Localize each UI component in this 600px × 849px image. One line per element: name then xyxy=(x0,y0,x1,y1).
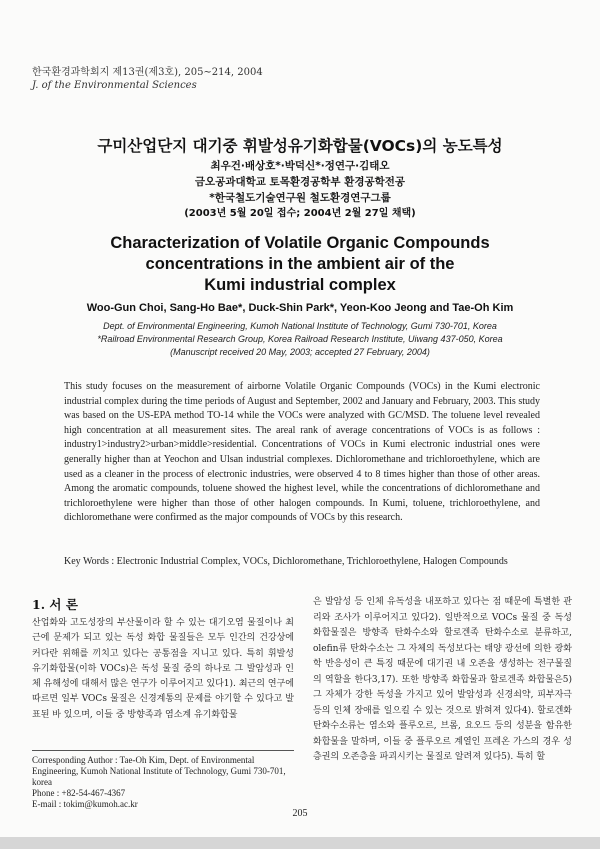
title-korean: 구미산업단지 대기중 휘발성유기화합물(VOCs)의 농도특성 xyxy=(97,137,503,155)
affiliations-english xyxy=(0,320,600,359)
left-column xyxy=(32,595,294,723)
authors-english: Woo-Gun Choi, Sang-Ho Bae*, Duck-Shin Park*, Yeon-Koo Jeong and Tae-Oh Kim xyxy=(86,302,514,314)
right-column xyxy=(313,595,572,766)
corresponding-author: Corresponding Author : Tae-Oh Kim, Dept. of Environmental Engineering, Kumoh National Institute of Technology, Gumi 730-701, korea xyxy=(32,755,286,787)
authors-korean-block xyxy=(0,158,600,222)
section-heading-introduction: 1. 서 론 xyxy=(32,597,78,612)
dates-korean: (2003년 5월 20일 접수; 2004년 2월 27일 채택) xyxy=(184,208,416,219)
title-english-line-2: concentrations in the ambient air of the xyxy=(145,255,455,273)
journal-header xyxy=(32,66,263,92)
journal-citation-korean: 한국환경과학회지 제13권(제3호), 205∼214, 2004 xyxy=(32,67,263,78)
page-number: 205 xyxy=(292,808,308,819)
introduction-text-right: 은 발암성 등 인체 유독성을 내포하고 있다는 점 때문에 특별한 관리와 조사가 이루어지고 있다2). 일반적으로 VOCs 물질 중 독성화합물질은 방향족 탄화수소와 할로겐족 탄화수소로 분류하고, olefin류 탄화수소는 그 자체의 독성보다는 태양 광선에 의한 광화학 반응성이 큰 특징 때문에 대기권 내 오존을 생성하는 전구물질의 역할을 한다3,17). 또한 방향족 화합물과 할로겐족 화합물은5) 그 자체가 강한 독성을 가지고 있어 발암성과 신경쇠약, 피부자극 등의 인체 장애를 일으킬 수 있는 것으로 밝혀져 있다4). 할로겐화 탄화수소류는 염소와 플루오르, 브롬, 요오드 등의 성분을 함유한 화합물을 말하며, 이들 중 플루오르 계열인 프레온 가스의 경우 성층권의 오존층을 파괴시키는 물질로 알려져 있다5). 특히 할 xyxy=(313,597,572,762)
title-english-line-3: Kumi industrial complex xyxy=(204,276,396,294)
affiliation-korean-1: 금오공과대학교 토목환경공학부 환경공학전공 xyxy=(194,176,406,188)
keywords: Key Words : Electronic Industrial Complex, VOCs, Dichloromethane, Trichloroethylene, Halogen Compounds xyxy=(64,556,508,567)
affiliation-english-1: Dept. of Environmental Engineering, Kumoh National Institute of Technology, Gumi 730-701, Korea xyxy=(103,321,497,331)
abstract: This study focuses on the measurement of airborne Volatile Organic Compounds (VOCs) in the Kumi electronic industrial complex during the time periods of August and September, 2002 and January and February, 2003. This study was based on the US-EPA method TO-14 while the VOCs were analyzed with GC/MSD. The toluene level revealed high concentration at all measurement sites. The areal rank of average concentrations of VOCs is as follows : industry1>industry2>urban>middle>residential. Concentrations of VOCs in Kumi electronic industrial ones were generally higher than at Yeochon and Ulsan industrial complexes. Dichloromethane and trichloroethylene, which are used as a cleaner in the process of electronic industries, were observed 4 to 8 times higher than those of other areas. Among the aromatic compounds, toluene showed the highest level, while the concentrations of dichloromethane and trichloroethylene were higher than those of other halogen compounds. In Kumi, toluene, trichloroethylene, and dichloromethane were confirmed as the major compounds of VOCs by this research. xyxy=(64,381,540,524)
journal-name-english: J. of the Environmental Sciences xyxy=(32,80,197,91)
title-english xyxy=(0,233,600,296)
authors-korean: 최우건·배상호*·박덕신*·정연구·김태오 xyxy=(210,160,390,172)
scan-bottom-edge xyxy=(0,837,600,849)
affiliation-english-2: *Railroad Environmental Research Group, Korea Railroad Research Institute, Uiwang 437-050, Korea xyxy=(97,334,503,344)
title-english-line-1: Characterization of Volatile Organic Compounds xyxy=(110,234,490,252)
affiliation-korean-2: *한국철도기술연구원 철도환경연구그룹 xyxy=(209,192,391,204)
introduction-text-left: 산업화와 고도성장의 부산물이라 할 수 있는 대기오염 물질이나 최근에 문제가 되고 있는 독성 화합 물질들은 모두 인간의 건강상에 커다란 위해를 끼치고 있다는 공통점을 지니고 있다. 특히 휘발성 유기화합물(이하 VOCs)은 독성 물질 중의 하나로 그 발암성과 인체 유해성에 대해서 많은 연구가 이루어지고 있다1). 최근의 연구에 따르면 일부 VOCs 물질은 신경계통의 문제를 야기할 수 있다고 발표된 바 있으며, 이들 중 방향족과 염소계 유기화합물 xyxy=(32,618,294,720)
author-phone: Phone : +82-54-467-4367 xyxy=(32,788,126,798)
author-email: E-mail : tokim@kumoh.ac.kr xyxy=(32,799,138,809)
manuscript-dates-english: (Manuscript received 20 May, 2003; accepted 27 February, 2004) xyxy=(170,347,430,357)
corresponding-author-footnote xyxy=(32,750,294,810)
